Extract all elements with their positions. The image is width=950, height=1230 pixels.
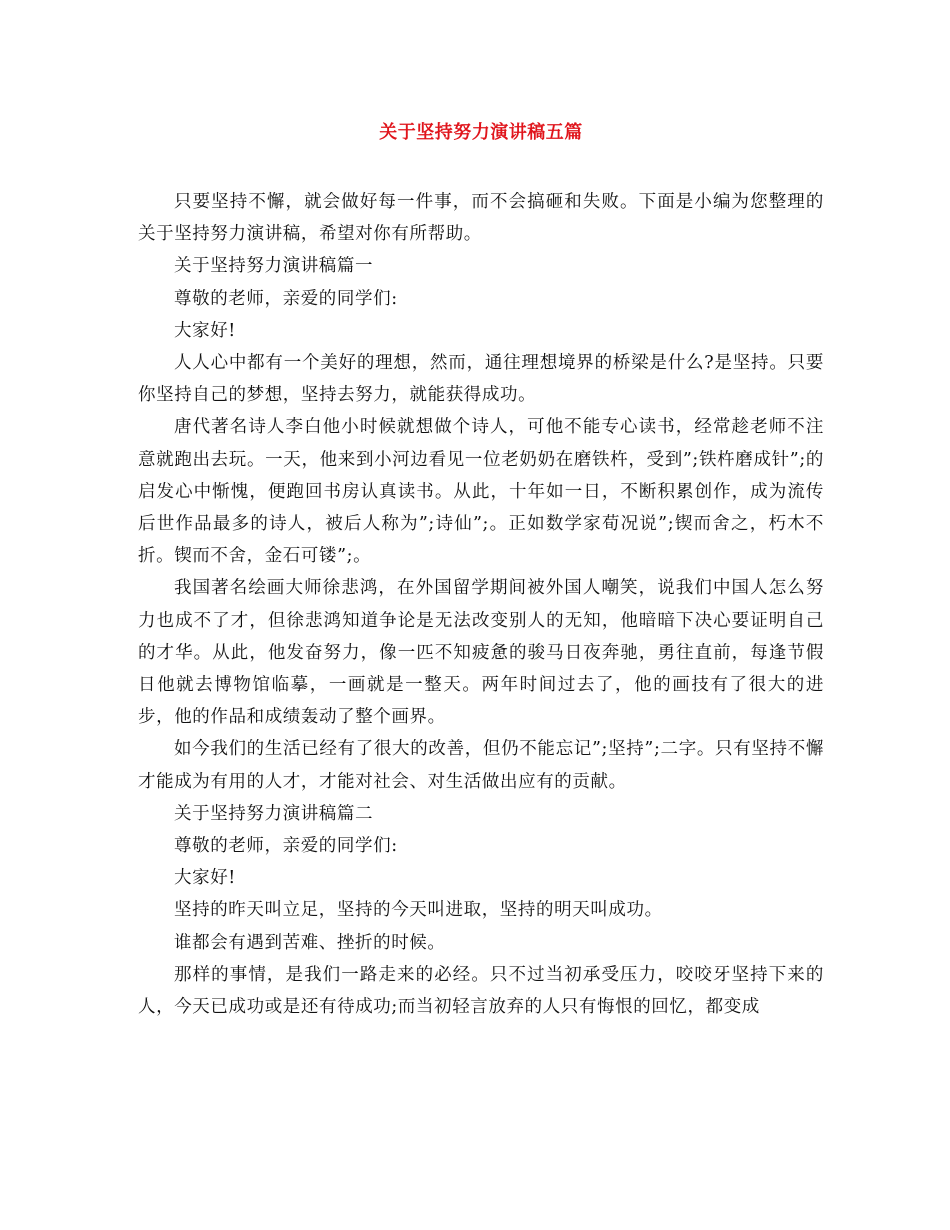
salutation-paragraph: 尊敬的老师，亲爱的同学们: (174, 288, 398, 309)
body-paragraph: 坚持的昨天叫立足，坚持的今天叫进取，坚持的明天叫成功。 (174, 900, 663, 921)
section-heading-two: 关于坚持努力演讲稿篇二 (174, 803, 374, 824)
salutation-paragraph: 尊敬的老师，亲爱的同学们: (174, 836, 398, 857)
body-paragraph: 唐代著名诗人李白他小时候就想做个诗人，可他不能专心读书，经常趁老师不注意就跑出去玩。一天，他来到小河边看见一位老奶奶在磨铁杵，受到”;铁杵磨成针”;的启发心中惭愧，便跑回书房认真读书。从此，十年如一日，不断积累创作，成为流传后世作品最多的诗人，被后人称为”;诗仙”;。正如数学家荀况说”;锲而舍之，朽木不折。锲而不舍，金石可镂”;。 (138, 417, 824, 567)
document-page (138, 118, 824, 1023)
section-heading-one: 关于坚持努力演讲稿篇一 (174, 256, 374, 277)
intro-paragraph: 只要坚持不懈，就会做好每一件事，而不会搞砸和失败。下面是小编为您整理的关于坚持努力演讲稿，希望对你有所帮助。 (138, 192, 824, 245)
greeting-paragraph: 大家好! (174, 868, 236, 889)
body-paragraph: 人人心中都有一个美好的理想，然而，通往理想境界的桥梁是什么?是坚持。只要你坚持自己的梦想，坚持去努力，就能获得成功。 (138, 353, 824, 406)
body-paragraph: 如今我们的生活已经有了很大的改善，但仍不能忘记”;坚持”;二字。只有坚持不懈才能成为有用的人才，才能对社会、对生活做出应有的贡献。 (138, 739, 824, 792)
body-paragraph: 那样的事情，是我们一路走来的必经。只不过当初承受压力，咬咬牙坚持下来的人，今天已成功或是还有待成功;而当初轻言放弃的人只有悔恨的回忆，都变成 (138, 964, 824, 1018)
body-paragraph: 谁都会有遇到苦难、挫折的时候。 (174, 932, 446, 953)
body-paragraph: 我国著名绘画大师徐悲鸿，在外国留学期间被外国人嘲笑，说我们中国人怎么努力也成不了才，但徐悲鸿知道争论是无法改变别人的无知，他暗暗下决心要证明自己的才华。从此，他发奋努力，像一匹不知疲惫的骏马日夜奔驰，勇往直前，每逢节假日他就去博物馆临摹，一画就是一整天。两年时间过去了，他的画技有了很大的进步，他的作品和成绩轰动了整个画界。 (138, 578, 824, 728)
greeting-paragraph: 大家好! (174, 320, 236, 341)
document-title: 关于坚持努力演讲稿五篇 (379, 122, 583, 143)
